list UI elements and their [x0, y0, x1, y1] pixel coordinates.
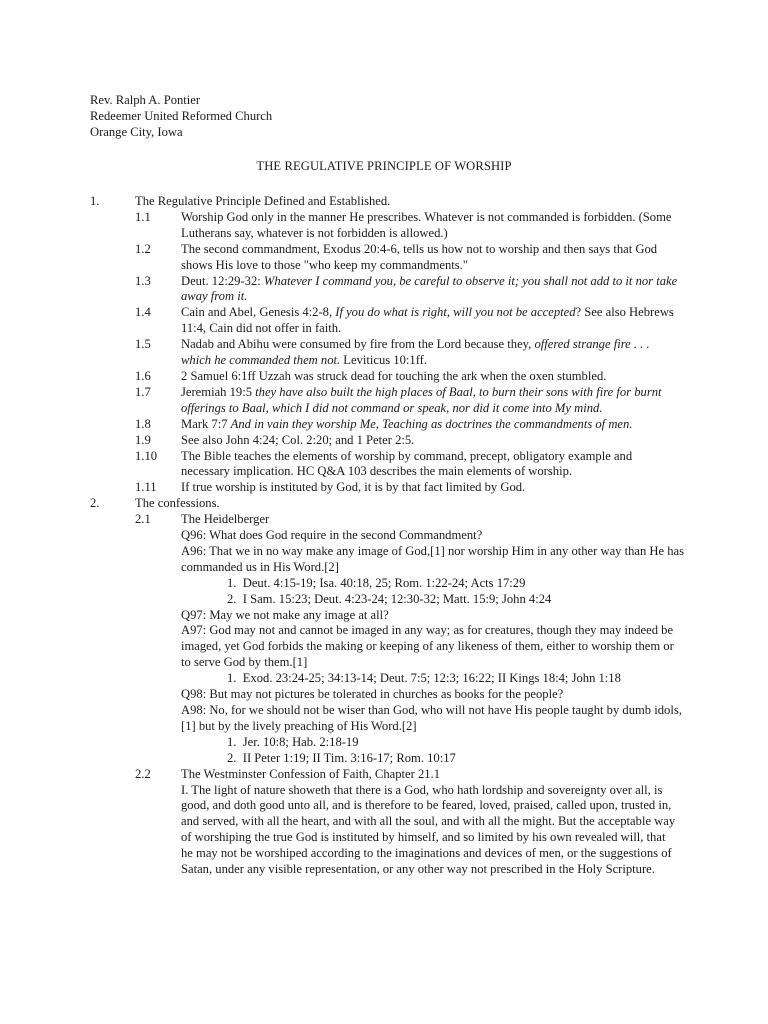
item-number: 1.2 — [135, 241, 151, 256]
confession-text: I. The light of nature showeth that there is a God, who hath lordship and sovereignty over all, is good, and doth good unto all, and is therefore to be feared, loved, praised, called upon, trusted in, and served, with all the heart, and with all the soul, and with all the might. But the acceptable way of worshiping the true God is instituted by himself, and so limited by his own revealed will, that he may not be worshiped according to the imaginations and devices of men, or the suggestions of Satan, under any visible representation, or any other way not prescribed in the Holy Scripture. — [181, 782, 676, 877]
item-text: 2 Samuel 6:1ff Uzzah was struck dead for touching the ark when the oxen stumbled. — [181, 368, 607, 383]
item-number: 1.7 — [135, 384, 151, 399]
footnote-text: Jer. 10:8; Hab. 2:18-19 — [242, 734, 359, 749]
item-text-continued: Leviticus 10:1ff. — [340, 353, 427, 368]
footnote-text: Exod. 23:24-25; 34:13-14; Deut. 7:5; 12:3; 16:22; II Kings 18:4; John 1:18 — [242, 671, 621, 686]
scripture-quote: Whatever I command you, be careful to observe it; you shall not add to it nor take away from it. — [181, 273, 678, 304]
item-number: 1.4 — [135, 305, 151, 320]
church-name: Redeemer United Reformed Church — [90, 108, 273, 123]
item-text: Deut. 12:29-32: — [181, 273, 264, 288]
letterhead — [90, 93, 272, 141]
item-number: 1.1 — [135, 209, 151, 224]
footnote-reference — [0, 592, 768, 608]
item-text: Mark 7:7 — [181, 416, 231, 431]
item-text: The Bible teaches the elements of worship by command, precept, obligatory example and necessary implication. HC Q&A 103 describes the main elements of worship. — [181, 448, 633, 479]
list-item — [0, 305, 768, 337]
church-location: Orange City, Iowa — [90, 124, 183, 139]
subsection-heading — [0, 512, 768, 528]
list-item — [0, 210, 768, 242]
list-item — [0, 274, 768, 306]
list-item — [0, 449, 768, 481]
footnote-number: 1. — [227, 734, 237, 749]
scripture-quote: And in vain they worship Me, Teaching as doctrines the commandments of men. — [230, 416, 633, 431]
subsection-title: The Heidelberger — [181, 512, 270, 527]
document-body — [0, 194, 768, 878]
item-number: 1.5 — [135, 337, 151, 352]
footnote-text: Deut. 4:15-19; Isa. 40:18, 25; Rom. 1:22-24; Acts 17:29 — [242, 575, 526, 590]
list-item — [0, 242, 768, 274]
item-number: 1.8 — [135, 416, 151, 431]
item-number: 2.2 — [135, 766, 151, 781]
scripture-quote: If you do what is right, will you not be accepted — [335, 305, 576, 320]
catechism-answer: A98: No, for we should not be wiser than God, who will not have His people taught by dumb idols,[1] but by the lively preaching of His Word.[2] — [181, 703, 682, 733]
scripture-quote: offered strange fire . . . which he commanded them not. — [181, 337, 650, 368]
item-text: If true worship is instituted by God, it is by that fact limited by God. — [181, 480, 526, 495]
section-title: The confessions. — [135, 496, 220, 511]
list-item — [0, 369, 768, 385]
section-title: The Regulative Principle Defined and Established. — [135, 194, 391, 208]
footnote-reference — [0, 576, 768, 592]
footnote-text: I Sam. 15:23; Deut. 4:23-24; 12:30-32; Matt. 15:9; John 4:24 — [242, 591, 552, 606]
catechism-answer: A97: God may not and cannot be imaged in any way; as for creatures, though they may indeed be imaged, yet God forbids the making or keeping of any likeness of them, either to worship them or to serve God by them.[1] — [181, 623, 674, 670]
item-text: The second commandment, Exodus 20:4-6, tells us how not to worship and then says that God shows His love to those "who keep my commandments." — [181, 241, 658, 272]
item-text: Cain and Abel, Genesis 4:2-8, — [181, 305, 336, 320]
footnote-number: 2. — [227, 591, 237, 606]
catechism-question: Q98: But may not pictures be tolerated in churches as books for the people? — [181, 687, 564, 702]
list-item — [0, 480, 768, 496]
subsection-title: The Westminster Confession of Faith, Chapter 21.1 — [181, 766, 440, 781]
footnote-number: 1. — [227, 575, 237, 590]
footnote-text: II Peter 1:19; II Tim. 3:16-17; Rom. 10:17 — [242, 750, 456, 765]
author-name: Rev. Ralph A. Pontier — [90, 93, 201, 107]
footnote-number: 1. — [227, 671, 237, 686]
list-item — [0, 337, 768, 369]
item-number: 1.9 — [135, 432, 151, 447]
item-number: 1.6 — [135, 368, 151, 383]
document-title: THE REGULATIVE PRINCIPLE OF WORSHIP — [256, 159, 512, 173]
footnote-reference — [0, 671, 768, 687]
item-text: Worship God only in the manner He prescribes. Whatever is not commanded is forbidden. (Some Lutherans say, whatever is not forbidden is allowed.) — [181, 209, 672, 240]
list-item — [0, 417, 768, 433]
footnote-number: 2. — [227, 750, 237, 765]
item-number: 2.1 — [135, 512, 151, 527]
list-item — [0, 385, 768, 417]
catechism-answer: A96: That we in no way make any image of God,[1] nor worship Him in any other way than He has commanded us in His Word.[2] — [181, 543, 685, 574]
item-text: See also John 4:24; Col. 2:20; and 1 Peter 2:5. — [181, 432, 415, 447]
list-item — [0, 433, 768, 449]
section-heading — [0, 194, 768, 210]
scripture-quote: they have also built the high places of Baal, to burn their sons with fire for burnt offerings to Baal, which I did not command or speak, nor did it come into My mind. — [181, 384, 662, 415]
section-heading — [0, 496, 768, 512]
item-text: Jeremiah 19:5 — [181, 384, 256, 399]
item-number: 1.3 — [135, 273, 151, 288]
footnote-reference — [0, 735, 768, 751]
section-number: 2. — [90, 496, 100, 511]
item-text: Nadab and Abihu were consumed by fire from the Lord because they, — [181, 337, 535, 352]
section-number: 1. — [90, 194, 100, 208]
item-number: 1.11 — [135, 480, 157, 495]
catechism-question: Q97: May we not make any image at all? — [181, 607, 389, 622]
footnote-reference — [0, 751, 768, 767]
item-number: 1.10 — [135, 448, 158, 463]
catechism-question: Q96: What does God require in the second Commandment? — [181, 528, 483, 543]
item-text-continued: ? See also Hebrews 11:4, Cain did not offer in faith. — [181, 305, 674, 336]
subsection-heading — [0, 767, 768, 783]
